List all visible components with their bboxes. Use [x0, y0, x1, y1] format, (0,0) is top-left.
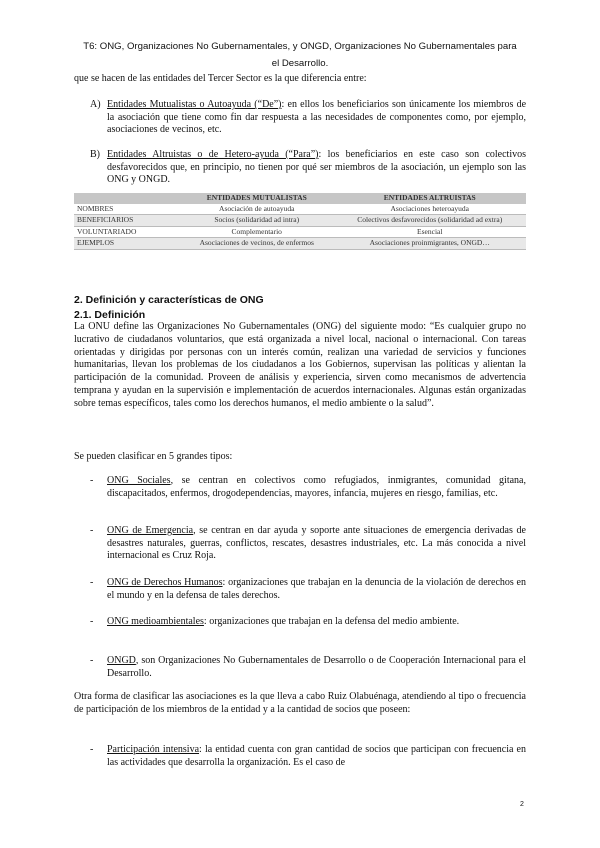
item-marker: -	[90, 616, 94, 627]
ong-type-item	[90, 475, 526, 500]
item-text: : la entidad cuenta con gran cantidad de socios que participan con frecuencia en las actividades que desarrolla la organización. Es el caso de	[107, 744, 527, 768]
header-line-2: el Desarrollo.	[271, 58, 329, 69]
table-cell: VOLUNTARIADO	[74, 226, 180, 238]
item-marker: -	[90, 655, 94, 666]
ong-type-item	[90, 577, 526, 602]
table-cell: Asociaciones proinmigrantes, ONGD…	[333, 238, 526, 250]
classify-intro: Se pueden clasificar en 5 grandes tipos:	[74, 451, 233, 462]
item-marker: -	[90, 475, 94, 486]
item-marker: A)	[90, 99, 101, 110]
table-cell: Esencial	[333, 226, 526, 238]
ong-type-item	[90, 616, 526, 629]
classification-paragraph: Otra forma de clasificar las asociaciones es la que lleva a cabo Ruiz Olabuénaga, atendiendo al tipo o frecuencia de participación de los miembros de la entidad y a la cantidad de socios que poseen:	[74, 691, 526, 715]
table-row	[74, 226, 526, 238]
item-term: Entidades Mutualistas o Autoayuda (“De”)	[107, 99, 282, 110]
item-text: , se centran en colectivos como refugiados, inmigrantes, comunidad gitana, discapacitados, enfermos, drogodependencias, mayores, infancia, mujeres en riesgo, familias, etc.	[107, 475, 526, 499]
participation-item	[90, 744, 526, 769]
table-cell: Socios (solidaridad ad intra)	[180, 215, 333, 227]
table-cell: BENEFICIARIOS	[74, 215, 180, 227]
type-item-b	[90, 149, 526, 187]
item-term: ONG de Emergencia	[107, 525, 194, 536]
item-text: : en ellos los beneficiarios son únicamente los miembros de la asociación que tiene como fin dar respuesta a las necesidades de componentes como, por ejemplo, asociaciones de vecinos, etc.	[107, 99, 527, 135]
table-header-row	[74, 193, 526, 204]
item-marker: B)	[90, 149, 100, 160]
item-marker: -	[90, 577, 94, 588]
table-cell: Asociación de autoayuda	[180, 204, 333, 215]
table-cell: Asociaciones heteroayuda	[333, 204, 526, 215]
item-marker: -	[90, 525, 94, 536]
item-term: Entidades Altruistas o de Hetero-ayuda (“Para”)	[107, 149, 319, 160]
item-text: , se centran en dar ayuda y soporte ante situaciones de emergencia derivadas de desastres naturales, guerras, conflictos, rescates, desastres industriales, etc. La más conocida a nivel internacional es Cruz Roja.	[107, 525, 526, 561]
table-cell: EJEMPLOS	[74, 238, 180, 250]
table-header-cell	[74, 193, 180, 204]
item-term: ONG de Derechos Humanos	[107, 577, 223, 588]
item-text: : los beneficiarios en este caso son colectivos desfavorecidos que, en principio, no tienen por qué ser miembros de la asociación, un ejemplo son las ONG y ONGD.	[107, 149, 526, 185]
table-cell: NOMBRES	[74, 204, 180, 215]
comparison-table	[74, 193, 526, 250]
ong-type-item	[90, 655, 526, 680]
subsection-title: 2.1. Definición	[74, 309, 146, 321]
item-term: Participación intensiva	[107, 744, 200, 755]
item-text: , son Organizaciones No Gubernamentales de Desarrollo o de Cooperación Internacional para el Desarrollo.	[107, 655, 526, 679]
table-cell: Asociaciones de vecinos, de enfermos	[180, 238, 333, 250]
type-item-a	[90, 99, 526, 137]
table-row	[74, 238, 526, 250]
table-cell: Complementario	[180, 226, 333, 238]
table-header-cell: ENTIDADES ALTRUISTAS	[333, 193, 526, 204]
table-header-cell: ENTIDADES MUTUALISTAS	[180, 193, 333, 204]
ong-type-item	[90, 525, 526, 563]
table-cell: Colectivos desfavorecidos (solidaridad ad extra)	[333, 215, 526, 227]
item-text: : organizaciones que trabajan en la denuncia de la violación de derechos en el mundo y en la defensa de tales derechos.	[107, 577, 526, 601]
intro-paragraph: que se hacen de las entidades del Tercer Sector es la que diferencia entre:	[74, 73, 367, 84]
item-term: ONGD	[107, 655, 136, 666]
header-line-1: T6: ONG, Organizaciones No Gubernamentales, y ONGD, Organizaciones No Gubernamentales para	[83, 41, 517, 52]
item-text: : organizaciones que trabajan en la defensa del medio ambiente.	[203, 616, 460, 627]
table-row	[74, 204, 526, 215]
item-term: ONG medioambientales	[107, 616, 204, 627]
item-term: ONG Sociales	[107, 475, 171, 486]
page-number: 2	[520, 801, 524, 808]
definition-paragraph: La ONU define las Organizaciones No Gubernamentales (ONG) del siguiente modo: “Es cualquier grupo no lucrativo de ciudadanos voluntarios, que está organizada a nivel local, nacional o internacional. Con tareas orientadas y dirigidas por personas con un interés común, realizan una variedad de servicios y funciones humanitarias, llevan los problemas de los ciudadanos a los Gobiernos, supervisan las políticas y alientan la participación de la comunidad. Proveen de análisis y experiencia, sirven como mecanismos de advertencia temprana y ayudan en la supervisión e implementación de acuerdos internacionales. Algunas están organizadas sobre temas específicos, tales como los derechos humanos, el medio ambiente o la salud”.	[74, 321, 526, 409]
item-marker: -	[90, 744, 94, 755]
section-title: 2. Definición y características de ONG	[74, 294, 264, 306]
table-row	[74, 215, 526, 227]
page-header	[60, 38, 540, 72]
